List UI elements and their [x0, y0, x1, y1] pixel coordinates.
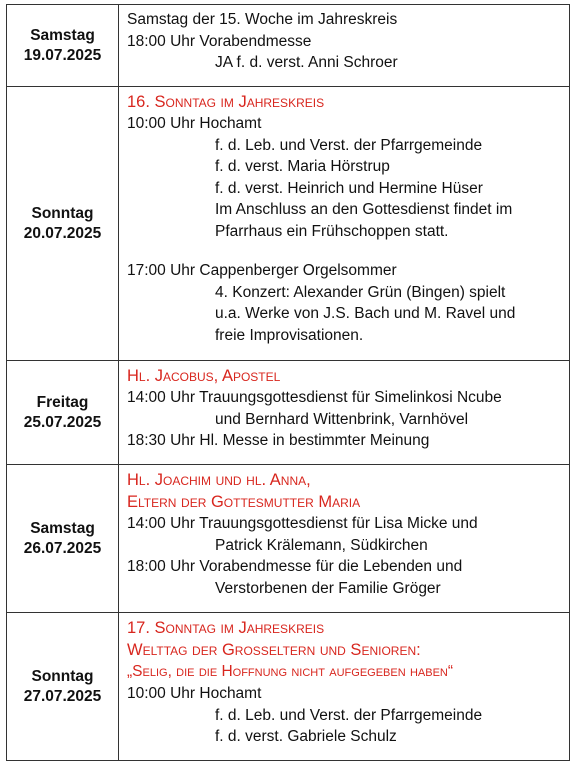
entry-line: Samstag der 15. Woche im Jahreskreis: [127, 11, 398, 28]
note-line: u.a. Werke von J.S. Bach und M. Ravel und: [215, 305, 516, 322]
schedule-row: [7, 5, 570, 87]
date: 25.07.2025: [23, 413, 102, 431]
spacer: [127, 242, 563, 260]
entries-cell: [119, 361, 570, 465]
feast-title: Hl. Jacobus, Apostel: [127, 367, 281, 385]
schedule-row: [7, 465, 570, 613]
day-cell: [7, 361, 119, 465]
entry-line: 18:00 Uhr Vorabendmesse: [127, 32, 312, 50]
intention-line: f. d. Leb. und Verst. der Pfarrgemeinde: [215, 706, 483, 724]
note-line: Pfarrhaus ein Frühschoppen statt.: [215, 222, 449, 240]
weekday: Samstag: [30, 519, 95, 537]
entry-continuation-line: Verstorbenen der Familie Gröger: [215, 579, 441, 597]
date: 19.07.2025: [23, 46, 102, 64]
liturgy-schedule-table: [6, 4, 570, 761]
weekday: Sonntag: [31, 204, 94, 222]
feast-motto: „Selig, die die Hoffnung nicht aufgegeben haben“: [127, 663, 454, 680]
intention-line: f. d. verst. Gabriele Schulz: [215, 728, 397, 745]
entry-line: 18:30 Uhr Hl. Messe in bestimmter Meinung: [127, 432, 430, 449]
weekday: Freitag: [36, 393, 89, 411]
note-line: Im Anschluss an den Gottesdienst findet im: [215, 201, 513, 218]
entries-cell: [119, 5, 570, 87]
feast-subtitle: Eltern der Gottesmutter Maria: [127, 493, 361, 511]
intention-line: f. d. verst. Heinrich und Hermine Hüser: [215, 179, 483, 197]
entry-line: 18:00 Uhr Vorabendmesse für die Lebenden und: [127, 558, 463, 575]
entry-line: 17:00 Uhr Cappenberger Orgelsommer: [127, 262, 397, 279]
entries-cell: [119, 87, 570, 361]
note-line: freie Improvisationen.: [215, 326, 364, 344]
entries-cell: [119, 613, 570, 761]
entry-line: 10:00 Uhr Hochamt: [127, 685, 262, 702]
day-cell: [7, 5, 119, 87]
feast-subtitle: Welttag der Großeltern und Senioren:: [127, 641, 421, 659]
intention-line: f. d. verst. Maria Hörstrup: [215, 158, 390, 175]
intention-line: JA f. d. verst. Anni Schroer: [215, 54, 398, 71]
date: 27.07.2025: [23, 687, 102, 705]
day-cell: [7, 87, 119, 361]
entry-line: 14:00 Uhr Trauungsgottesdienst für Simelinkosi Ncube: [127, 389, 502, 406]
entry-line: 10:00 Uhr Hochamt: [127, 115, 262, 132]
entries-cell: [119, 465, 570, 613]
day-cell: [7, 465, 119, 613]
entry-continuation-line: und Bernhard Wittenbrink, Varnhövel: [215, 410, 469, 428]
schedule-row: [7, 613, 570, 761]
weekday: Samstag: [30, 26, 95, 44]
feast-title: 16. Sonntag im Jahreskreis: [127, 93, 325, 111]
schedule-row: [7, 361, 570, 465]
date: 26.07.2025: [23, 539, 102, 557]
entry-continuation-line: Patrick Krälemann, Südkirchen: [215, 536, 428, 554]
weekday: Sonntag: [31, 667, 94, 685]
date: 20.07.2025: [23, 224, 102, 242]
feast-title: 17. Sonntag im Jahreskreis: [127, 619, 325, 637]
schedule-row: [7, 87, 570, 361]
feast-title: Hl. Joachim und hl. Anna,: [127, 471, 311, 489]
note-line: 4. Konzert: Alexander Grün (Bingen) spielt: [215, 283, 506, 301]
day-cell: [7, 613, 119, 761]
entry-line: 14:00 Uhr Trauungsgottesdienst für Lisa Micke und: [127, 515, 478, 532]
intention-line: f. d. Leb. und Verst. der Pfarrgemeinde: [215, 136, 483, 154]
